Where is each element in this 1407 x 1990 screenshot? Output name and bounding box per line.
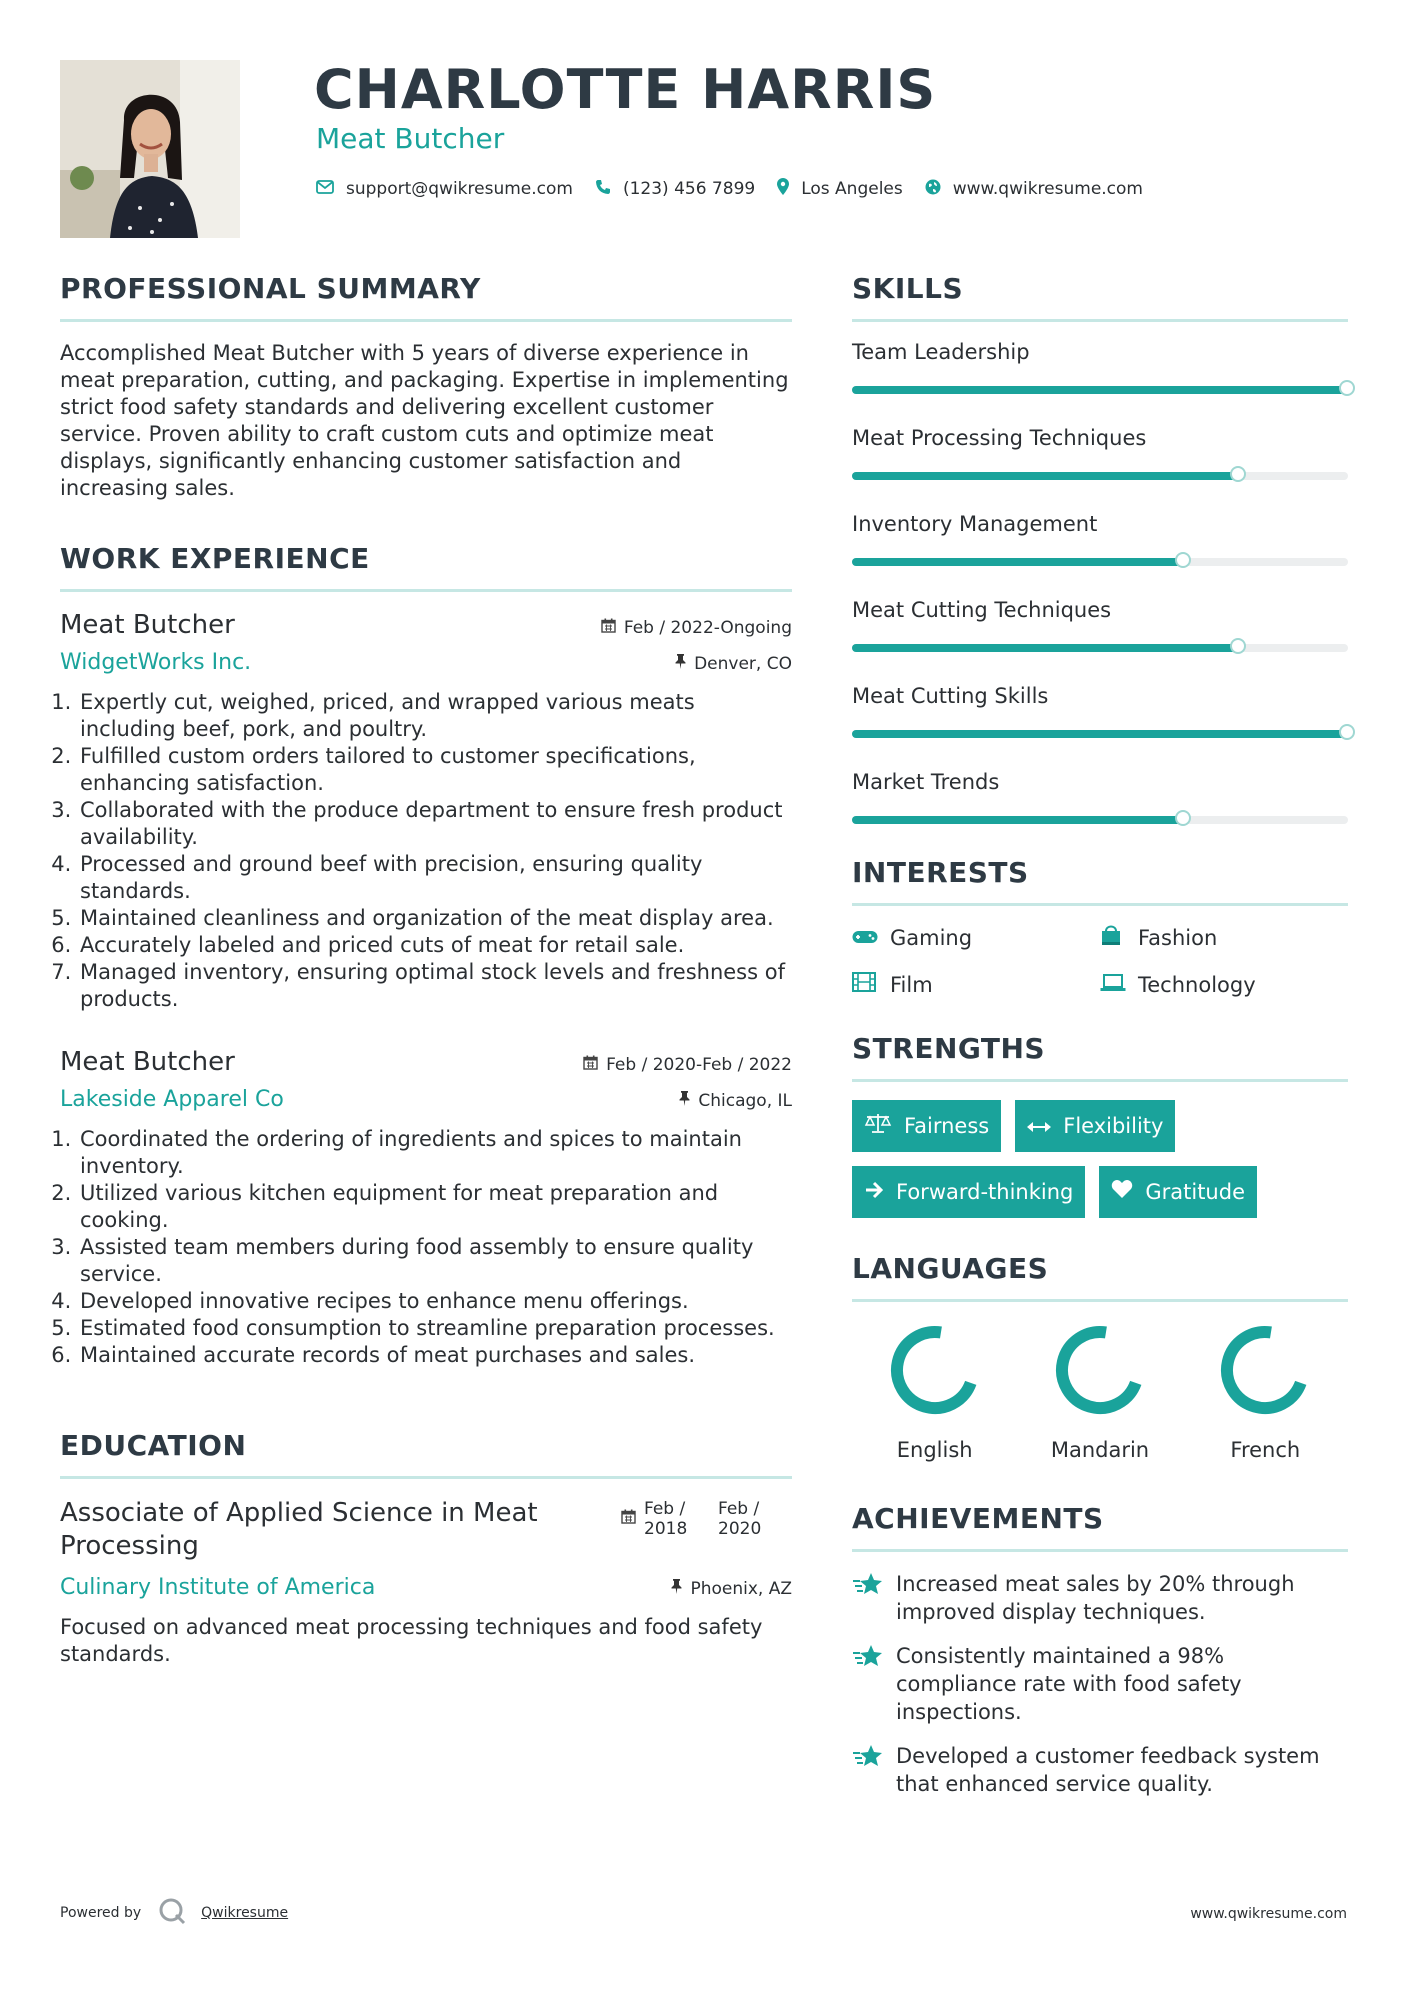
interest-item <box>1100 972 1348 998</box>
skill-name: Market Trends <box>852 770 1000 794</box>
language-ring <box>1050 1320 1150 1420</box>
qwikresume-logo-icon <box>157 1896 187 1930</box>
start-year: 2018 <box>644 1519 688 1539</box>
skill-name: Meat Processing Techniques <box>852 426 1147 450</box>
summary-text: Accomplished Meat Butcher with 5 years of diverse experience in meat preparation, cutting, and packaging. Expertise in implementing strict food safety standards and delivering excellent customer service. Proven ability to craft custom cuts and optimize meat displays, significantly enhancing customer satisfaction and increasing sales. <box>60 341 789 500</box>
strength-badge <box>852 1100 1001 1152</box>
footer-branding <box>60 1896 288 1930</box>
duties-list <box>60 1126 792 1369</box>
pushpin-icon <box>675 654 686 673</box>
job-title: Meat Butcher <box>316 122 505 155</box>
language-item <box>1183 1320 1348 1462</box>
education-dates <box>621 1499 792 1539</box>
job-role: Meat Butcher <box>60 1047 235 1077</box>
achievement-text: Developed a customer feedback system that enhanced service quality. <box>896 1744 1320 1796</box>
duties-list <box>60 689 792 1013</box>
degree-title: Associate of Applied Science in Meat Processing <box>60 1498 538 1561</box>
language-name: Mandarin <box>1050 1438 1150 1462</box>
education-location <box>671 1579 792 1599</box>
contact-email[interactable] <box>316 179 573 199</box>
section-divider <box>852 319 1348 322</box>
skill-item <box>852 426 1348 480</box>
strength-label: Forward-thinking <box>896 1180 1074 1204</box>
section-divider <box>60 319 792 322</box>
language-name: French <box>1230 1438 1301 1462</box>
achievement-item <box>852 1642 1348 1726</box>
skills-section <box>852 272 1348 824</box>
strength-label: Flexibility <box>1063 1114 1164 1138</box>
skill-bar-knob <box>1230 466 1246 482</box>
skills-list <box>852 340 1348 824</box>
start-date <box>644 1499 718 1539</box>
job-location-text: Denver, CO <box>694 653 792 674</box>
achievement-text: Increased meat sales by 20% through improved display techniques. <box>896 1572 1295 1624</box>
film-icon <box>852 972 890 998</box>
skill-item <box>852 512 1348 566</box>
strength-label: Gratitude <box>1145 1180 1245 1204</box>
phone-text: (123) 456 7899 <box>622 179 756 199</box>
job-company: WidgetWorks Inc. <box>60 650 252 675</box>
education-section <box>60 1429 792 1668</box>
contact-bar <box>316 178 1165 200</box>
language-level-arc <box>1227 1332 1301 1408</box>
language-level-arc <box>1062 1332 1136 1408</box>
language-item <box>1017 1320 1182 1462</box>
skill-name: Meat Cutting Skills <box>852 684 1049 708</box>
contact-website[interactable] <box>925 179 1143 200</box>
section-divider <box>60 1476 792 1479</box>
job-dates-text: Feb / 2022-Ongoing <box>623 617 792 638</box>
end-date <box>718 1499 792 1539</box>
section-divider <box>60 589 792 592</box>
skill-bar-knob <box>1339 724 1355 740</box>
summary-section <box>60 272 792 502</box>
skill-bar <box>852 816 1348 824</box>
list-item: 2. Utilized various kitchen equipment for meat preparation and cooking. <box>78 1180 792 1234</box>
qwikresume-link[interactable]: Qwikresume <box>201 1905 289 1921</box>
list-item: 5. Estimated food consumption to streamline preparation processes. <box>78 1315 792 1342</box>
strengths-heading: STRENGTHS <box>852 1032 1046 1065</box>
interests-section <box>852 856 1348 998</box>
strengths-section <box>852 1032 1348 1218</box>
skill-bar <box>852 730 1348 738</box>
list-item: 4. Processed and ground beef with precision, ensuring quality standards. <box>78 851 792 905</box>
list-item: 2. Fulfilled custom orders tailored to customer specifications, enhancing satisfaction. <box>78 743 792 797</box>
strength-badge <box>852 1166 1085 1218</box>
section-divider <box>852 1299 1348 1302</box>
footer-website[interactable]: www.qwikresume.com <box>1190 1906 1347 1922</box>
skill-bar <box>852 472 1348 480</box>
skill-bar <box>852 386 1348 394</box>
achievements-section <box>852 1502 1348 1798</box>
start-month: Feb / <box>644 1499 686 1519</box>
skill-item <box>852 340 1348 394</box>
achievement-item <box>852 1742 1348 1798</box>
achievement-item <box>852 1570 1348 1626</box>
pushpin-icon <box>679 1091 690 1110</box>
calendar-icon <box>621 1509 636 1529</box>
phone-icon <box>595 179 611 200</box>
envelope-icon <box>316 179 334 199</box>
scale-icon <box>864 1112 892 1140</box>
language-level-arc <box>897 1332 971 1408</box>
skill-bar-fill <box>852 558 1184 566</box>
skill-item <box>852 598 1348 652</box>
pushpin-icon <box>671 1579 682 1598</box>
arrows-horizontal-icon <box>1027 1114 1051 1139</box>
calendar-icon <box>601 618 616 637</box>
education-description: Focused on advanced meat processing techniques and food safety standards. <box>60 1615 763 1666</box>
skill-bar-knob <box>1339 380 1355 396</box>
contact-phone[interactable] <box>595 179 755 200</box>
language-name: English <box>896 1438 973 1462</box>
contact-location <box>777 178 903 200</box>
candidate-name: CHARLOTTE HARRIS <box>314 58 937 121</box>
interest-label: Technology <box>1138 973 1256 997</box>
skill-bar-knob <box>1230 638 1246 654</box>
list-item: 6. Accurately labeled and priced cuts of meat for retail sale. <box>78 932 792 959</box>
shooting-star-icon <box>852 1571 896 1603</box>
location-text: Los Angeles <box>801 179 903 199</box>
job-location <box>679 1091 792 1111</box>
list-item: 5. Maintained cleanliness and organization of the meat display area. <box>78 905 792 932</box>
shooting-star-icon <box>852 1743 896 1775</box>
email-text: support@qwikresume.com <box>346 179 573 199</box>
gamepad-icon <box>852 926 890 951</box>
achievements-heading: ACHIEVEMENTS <box>852 1502 1104 1535</box>
interest-item <box>1100 924 1348 952</box>
education-location-text: Phoenix, AZ <box>690 1578 792 1599</box>
end-year: 2020 <box>718 1519 762 1539</box>
list-item: 3. Collaborated with the produce department to ensure fresh product availability. <box>78 797 792 851</box>
skill-bar <box>852 558 1348 566</box>
skill-bar-fill <box>852 816 1184 824</box>
globe-icon <box>925 179 941 200</box>
strength-label: Fairness <box>904 1114 990 1138</box>
skill-bar-fill <box>852 472 1239 480</box>
arrow-right-icon <box>864 1180 884 1205</box>
powered-by-text: Powered by <box>60 1905 142 1921</box>
job-entry-1 <box>60 610 792 1013</box>
list-item: 6. Maintained accurate records of meat purchases and sales. <box>78 1342 792 1369</box>
list-item: 1. Expertly cut, weighed, priced, and wrapped various meats including beef, pork, and poultry. <box>78 689 792 743</box>
languages-heading: LANGUAGES <box>852 1252 1049 1285</box>
skill-bar-knob <box>1175 552 1191 568</box>
website-text: www.qwikresume.com <box>952 179 1143 199</box>
heart-icon <box>1111 1179 1133 1205</box>
list-item: 7. Managed inventory, ensuring optimal stock levels and freshness of products. <box>78 959 792 1013</box>
school-name: Culinary Institute of America <box>60 1575 376 1600</box>
skill-name: Team Leadership <box>852 340 1030 364</box>
calendar-icon <box>583 1055 598 1074</box>
interest-label: Fashion <box>1138 926 1218 950</box>
shooting-star-icon <box>852 1643 896 1675</box>
interest-label: Gaming <box>890 926 973 950</box>
job-dates-text: Feb / 2020-Feb / 2022 <box>606 1054 792 1075</box>
skill-item <box>852 770 1348 824</box>
experience-heading: WORK EXPERIENCE <box>60 542 370 575</box>
end-month: Feb / <box>718 1499 760 1519</box>
list-item: 1. Coordinated the ordering of ingredients and spices to maintain inventory. <box>78 1126 792 1180</box>
section-divider <box>852 1549 1348 1552</box>
language-ring <box>885 1320 985 1420</box>
skill-bar-fill <box>852 644 1239 652</box>
right-column <box>852 272 1348 1814</box>
summary-heading: PROFESSIONAL SUMMARY <box>60 272 481 305</box>
left-column <box>60 272 792 1668</box>
skill-bar-fill <box>852 386 1348 394</box>
skills-heading: SKILLS <box>852 272 964 305</box>
strength-badge <box>1099 1166 1257 1218</box>
job-location-text: Chicago, IL <box>698 1090 792 1111</box>
list-item: 4. Developed innovative recipes to enhance menu offerings. <box>78 1288 792 1315</box>
job-company: Lakeside Apparel Co <box>60 1087 284 1112</box>
skill-bar-fill <box>852 730 1348 738</box>
language-item <box>852 1320 1017 1462</box>
job-entry-2 <box>60 1047 792 1369</box>
profile-photo <box>60 60 240 238</box>
job-role: Meat Butcher <box>60 610 235 640</box>
job-location <box>675 654 792 674</box>
job-dates <box>601 618 792 638</box>
skill-bar-knob <box>1175 810 1191 826</box>
laptop-icon <box>1100 973 1138 998</box>
language-ring <box>1215 1320 1315 1420</box>
experience-section <box>60 542 792 1369</box>
interest-label: Film <box>890 973 933 997</box>
section-divider <box>852 1079 1348 1082</box>
shopping-bag-icon <box>1100 924 1138 952</box>
achievement-text: Consistently maintained a 98% compliance rate with food safety inspections. <box>896 1644 1242 1724</box>
job-dates <box>583 1055 792 1075</box>
education-heading: EDUCATION <box>60 1429 247 1462</box>
map-pin-icon <box>777 178 789 200</box>
section-divider <box>852 903 1348 906</box>
strength-badge <box>1015 1100 1175 1152</box>
skill-name: Inventory Management <box>852 512 1098 536</box>
interests-heading: INTERESTS <box>852 856 1029 889</box>
list-item: 3. Assisted team members during food assembly to ensure quality service. <box>78 1234 792 1288</box>
interest-item <box>852 924 1100 952</box>
languages-section <box>852 1252 1348 1462</box>
skill-bar <box>852 644 1348 652</box>
interest-item <box>852 972 1100 998</box>
skill-name: Meat Cutting Techniques <box>852 598 1112 622</box>
skill-item <box>852 684 1348 738</box>
